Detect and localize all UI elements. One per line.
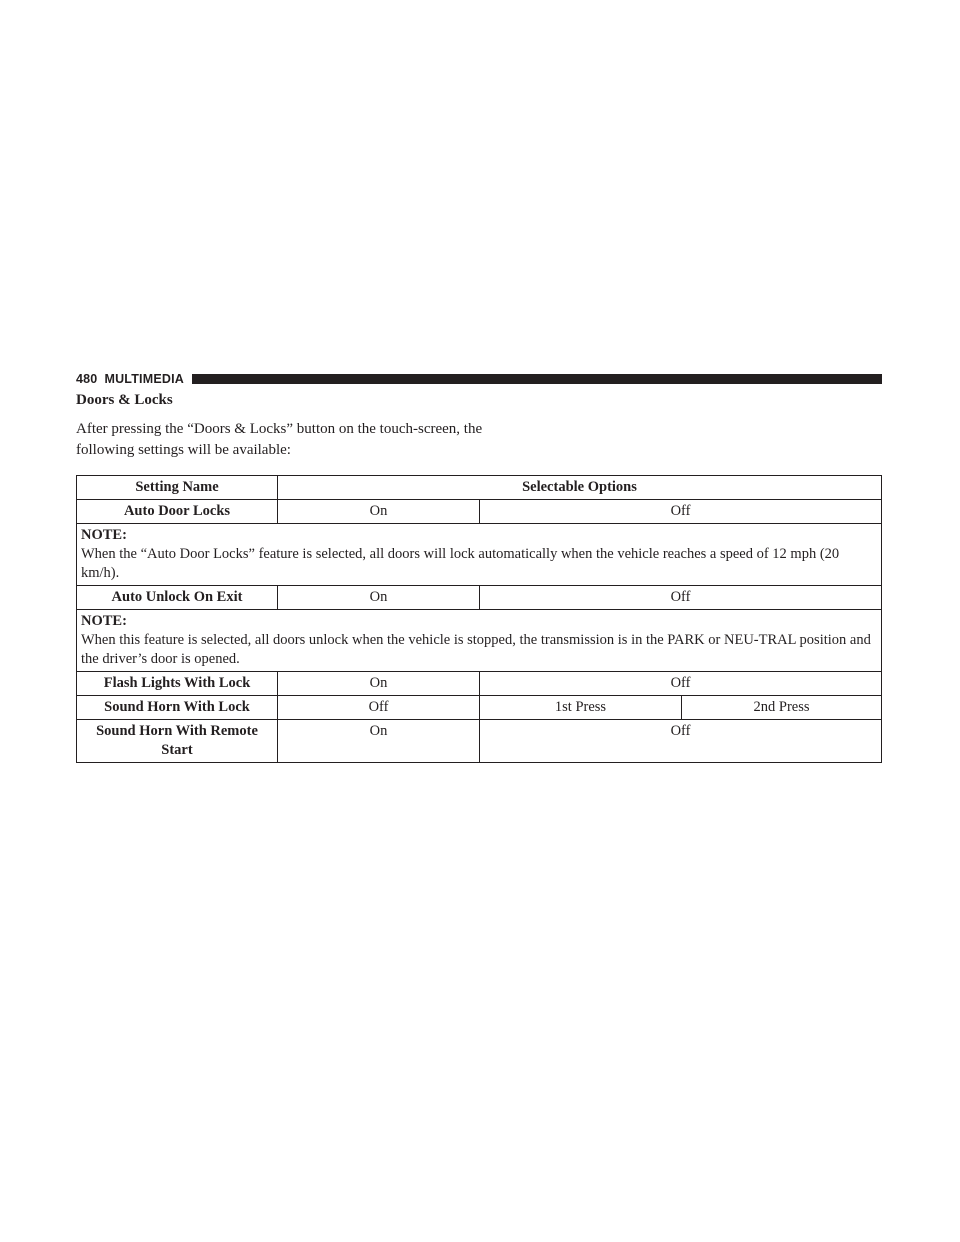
option-cell: 2nd Press	[682, 696, 882, 720]
note-row	[77, 610, 882, 672]
table-row	[77, 672, 882, 696]
table-row	[77, 696, 882, 720]
note-label: NOTE:	[81, 527, 127, 543]
setting-name: Flash Lights With Lock	[77, 672, 278, 696]
note-text: When the “Auto Door Locks” feature is selected, all doors will lock automatically when the vehicle reaches a speed of 12 mph (20 km/h).	[81, 546, 840, 581]
note-text: When this feature is selected, all doors unlock when the vehicle is stopped, the transmission is in the PARK or NEU-TRAL position and the driver’s door is opened.	[81, 632, 871, 667]
table-row	[77, 500, 882, 524]
option-cell: Off	[480, 586, 882, 610]
option-cell: Off	[480, 500, 882, 524]
table-row	[77, 586, 882, 610]
option-cell: 1st Press	[480, 696, 682, 720]
option-cell: On	[278, 672, 480, 696]
option-cell: Off	[278, 696, 480, 720]
settings-table	[76, 475, 882, 763]
running-header	[76, 372, 184, 386]
header-rule	[192, 374, 882, 384]
note-row	[77, 524, 882, 586]
note-cell	[77, 610, 882, 672]
table-row	[77, 720, 882, 763]
column-header-setting-name: Setting Name	[77, 476, 278, 500]
section-name: MULTIMEDIA	[104, 372, 185, 386]
option-cell: Off	[480, 720, 882, 763]
setting-name: Sound Horn With Remote Start	[77, 720, 278, 763]
setting-name: Auto Door Locks	[77, 500, 278, 524]
option-cell: Off	[480, 672, 882, 696]
option-cell: On	[278, 500, 480, 524]
table-header-row	[77, 476, 882, 500]
note-cell	[77, 524, 882, 586]
setting-name: Auto Unlock On Exit	[77, 586, 278, 610]
column-header-selectable-options: Selectable Options	[278, 476, 882, 500]
page-number: 480	[76, 372, 98, 386]
option-cell: On	[278, 720, 480, 763]
page-header	[76, 371, 882, 387]
setting-name: Sound Horn With Lock	[77, 696, 278, 720]
option-cell: On	[278, 586, 480, 610]
section-title: Doors & Locks	[76, 392, 173, 408]
note-label: NOTE:	[81, 613, 127, 629]
intro-paragraph: After pressing the “Doors & Locks” button on the touch-screen, the following settings will be available:	[76, 421, 483, 458]
